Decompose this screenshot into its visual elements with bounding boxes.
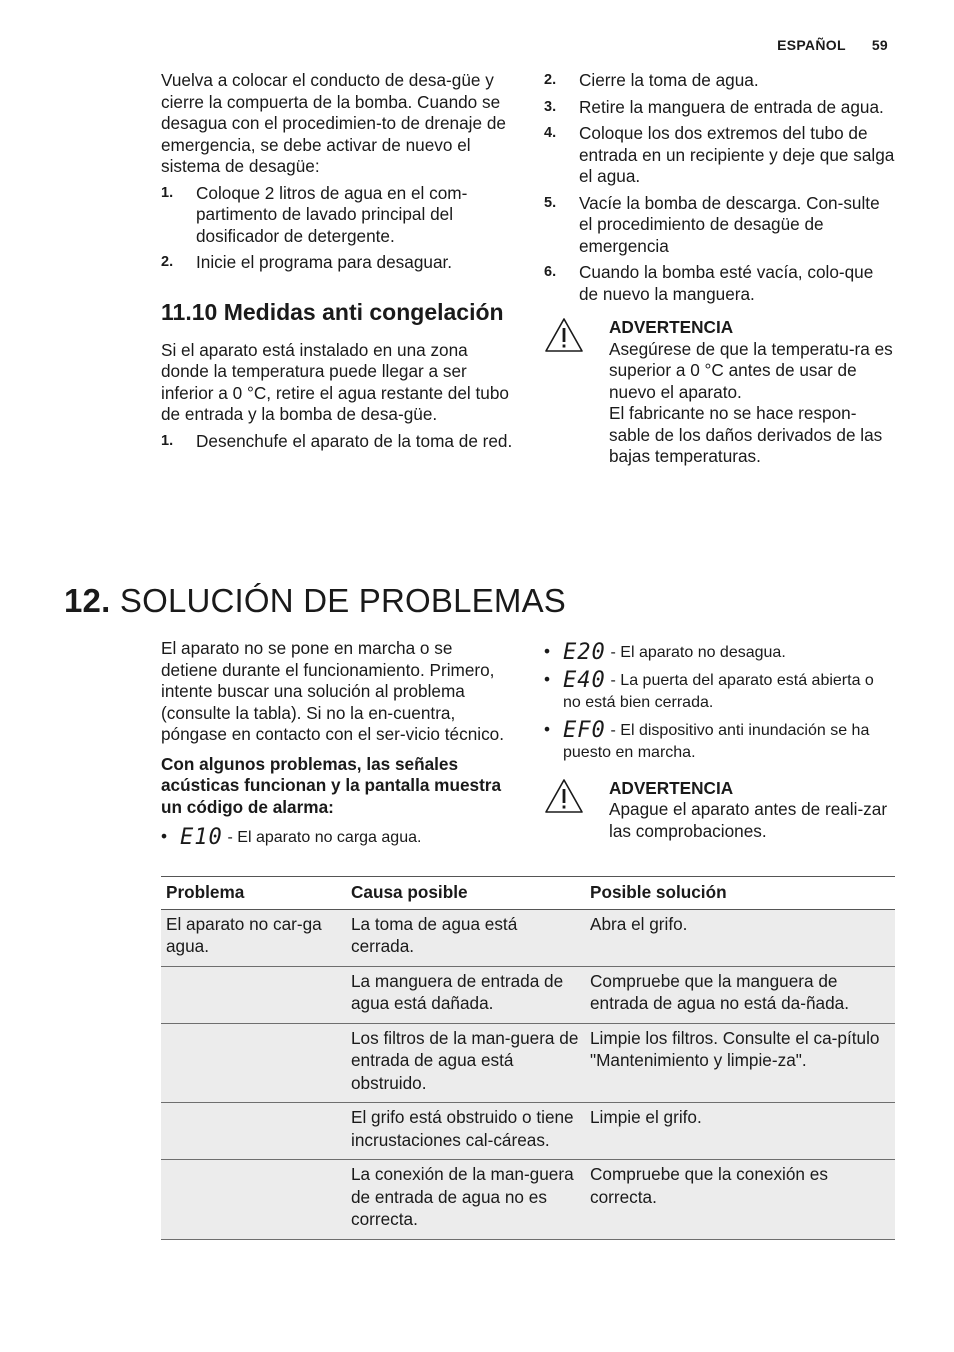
step-text: Retire la manguera de entrada de agua. xyxy=(579,96,884,117)
list-item xyxy=(161,431,513,453)
section-number: 11.10 xyxy=(161,298,218,325)
table-row xyxy=(161,1023,895,1103)
step-text: Coloque 2 litros de agua en el com-partimento de lavado principal del dosificador de detergente. xyxy=(196,182,468,246)
problem-cell xyxy=(161,966,346,1023)
step-number: 5. xyxy=(544,194,557,211)
alarm-description: - La puerta del aparato está abierta o no está bien cerrada. xyxy=(563,671,874,711)
right-top-column xyxy=(544,70,896,468)
list-item xyxy=(544,97,896,119)
solution-cell: Limpie el grifo. xyxy=(585,1103,895,1160)
alarm-codes-list xyxy=(161,826,513,849)
antifreeze-steps-list xyxy=(161,431,513,453)
alarm-code: EF0 xyxy=(563,717,606,743)
bullet: • xyxy=(544,641,551,661)
step-text: Desenchufe el aparato de la toma de red. xyxy=(196,430,513,451)
step-number: 3. xyxy=(544,98,557,115)
solution-cell: Compruebe que la conexión es correcta. xyxy=(585,1160,895,1240)
list-item xyxy=(544,719,896,764)
cause-cell: El grifo está obstruido o tiene incrustaciones cal-cáreas. xyxy=(346,1103,585,1160)
step-text: Coloque los dos extremos del tubo de entrada en un recipiente y deje que salga el agua. xyxy=(579,123,895,186)
troubleshooting-table xyxy=(161,876,895,1240)
alarm-code: E20 xyxy=(563,640,606,665)
step-text: Vacíe la bomba de descarga. Con-sulte el procedimiento de desagüe de emergencia xyxy=(579,192,880,256)
column-header-problem: Problema xyxy=(161,877,346,910)
cause-cell: La manguera de entrada de agua está dañada. xyxy=(346,966,585,1023)
warning-triangle-icon xyxy=(544,317,584,353)
column-header-cause: Causa posible xyxy=(346,877,585,910)
section-paragraph: Si el aparato está instalado en una zona donde la temperatura puede llegar a ser inferior a 0 °C, retire el agua restante del tubo de entrada y la bomba de desa-güe. xyxy=(161,339,509,424)
warning-text xyxy=(609,778,896,843)
problem-cell xyxy=(161,1103,346,1160)
step-number: 2. xyxy=(161,254,174,270)
table-row xyxy=(161,909,895,966)
list-item xyxy=(544,262,896,305)
right-bottom-column xyxy=(544,641,896,842)
warning-text xyxy=(609,317,896,468)
step-text: Inicie el programa para desaguar. xyxy=(196,252,453,272)
list-item xyxy=(544,641,896,664)
section-heading xyxy=(161,299,513,326)
solution-cell: Compruebe que la manguera de entrada de agua no está da-ñada. xyxy=(585,966,895,1023)
table-row xyxy=(161,966,895,1023)
bullet: • xyxy=(161,826,168,846)
table-row xyxy=(161,1160,895,1240)
problem-cell xyxy=(161,1023,346,1103)
step-text: Cierre la toma de agua. xyxy=(579,70,759,90)
chapter-name: SOLUCIÓN DE PROBLEMAS xyxy=(119,582,566,619)
bullet: • xyxy=(544,668,551,689)
cause-cell: La toma de agua está cerrada. xyxy=(346,909,585,966)
left-bottom-column xyxy=(161,638,513,854)
list-item xyxy=(544,669,896,714)
step-number: 6. xyxy=(544,264,557,280)
header-language: ESPAÑOL xyxy=(777,37,846,53)
alarm-description: - El aparato no carga agua. xyxy=(227,829,422,846)
list-item xyxy=(161,252,513,274)
warning-title: ADVERTENCIA xyxy=(609,317,734,337)
left-top-column xyxy=(161,70,513,452)
warning-triangle-icon xyxy=(544,778,584,814)
cause-cell: La conexión de la man-guera de entrada de agua no es correcta. xyxy=(346,1160,585,1240)
cause-cell: Los filtros de la man-guera de entrada de agua está obstruido. xyxy=(346,1023,585,1103)
alarm-description: - El aparato no desagua. xyxy=(610,644,786,661)
alarm-description: - El dispositivo anti inundación se ha puesto en marcha. xyxy=(563,721,870,761)
antifreeze-steps-continued xyxy=(544,70,896,305)
drain-steps-list xyxy=(161,183,513,274)
list-item xyxy=(544,193,896,258)
step-number: 1. xyxy=(161,432,174,449)
alarm-codes-list-right xyxy=(544,641,896,764)
table-header-row xyxy=(161,877,895,910)
warning-line-1: Asegúrese de que la temperatu-ra es superior a 0 °C antes de usar de nuevo el aparato. xyxy=(609,338,893,402)
step-number: 2. xyxy=(544,72,557,88)
step-text: Cuando la bomba esté vacía, colo-que de nuevo la manguera. xyxy=(579,262,874,304)
intro-paragraph: Vuelva a colocar el conducto de desa-güe y cierre la compuerta de la bomba. Cuando se desagua con el procedimien-to de drenaje de emergencia, se debe activar de nuevo el sistema de desagüe: xyxy=(161,70,506,176)
chapter-title xyxy=(64,582,566,620)
problem-cell xyxy=(161,1160,346,1240)
warning-line-2: El fabricante no se hace respon-sable de los daños derivados de las bajas temperaturas. xyxy=(609,403,883,466)
list-item xyxy=(544,123,896,188)
solution-cell: Abra el grifo. xyxy=(585,909,895,966)
step-number: 1. xyxy=(161,184,174,201)
alarm-note: Con algunos problemas, las señales acústicas funcionan y la pantalla muestra un código de alarma: xyxy=(161,753,502,817)
list-item xyxy=(161,826,513,849)
section-title: Medidas anti congelación xyxy=(223,298,504,325)
page-header xyxy=(777,37,888,53)
page-number: 59 xyxy=(871,37,888,53)
chapter-number: 12. xyxy=(64,582,111,619)
problem-cell: El aparato no car-ga agua. xyxy=(161,909,346,966)
solution-cell: Limpie los filtros. Consulte el ca-pítulo "Mantenimiento y limpie-za". xyxy=(585,1023,895,1103)
warning-box xyxy=(544,778,896,843)
list-item xyxy=(161,183,513,248)
alarm-code: E10 xyxy=(180,825,223,850)
step-number: 4. xyxy=(544,125,557,141)
troubleshoot-intro: El aparato no se pone en marcha o se detiene durante el funcionamiento. Primero, intente buscar una solución al problema (consulte la tabla). Si no la en-cuentra, póngase en contacto con el ser-vicio técnico. xyxy=(161,638,504,744)
warning-line: Apague el aparato antes de reali-zar las comprobaciones. xyxy=(609,799,888,841)
list-item xyxy=(544,70,896,92)
alarm-code: E40 xyxy=(563,667,606,693)
table-row xyxy=(161,1103,895,1160)
warning-box xyxy=(544,317,896,468)
column-header-solution: Posible solución xyxy=(585,877,895,910)
bullet: • xyxy=(544,718,551,739)
warning-title: ADVERTENCIA xyxy=(609,777,734,798)
